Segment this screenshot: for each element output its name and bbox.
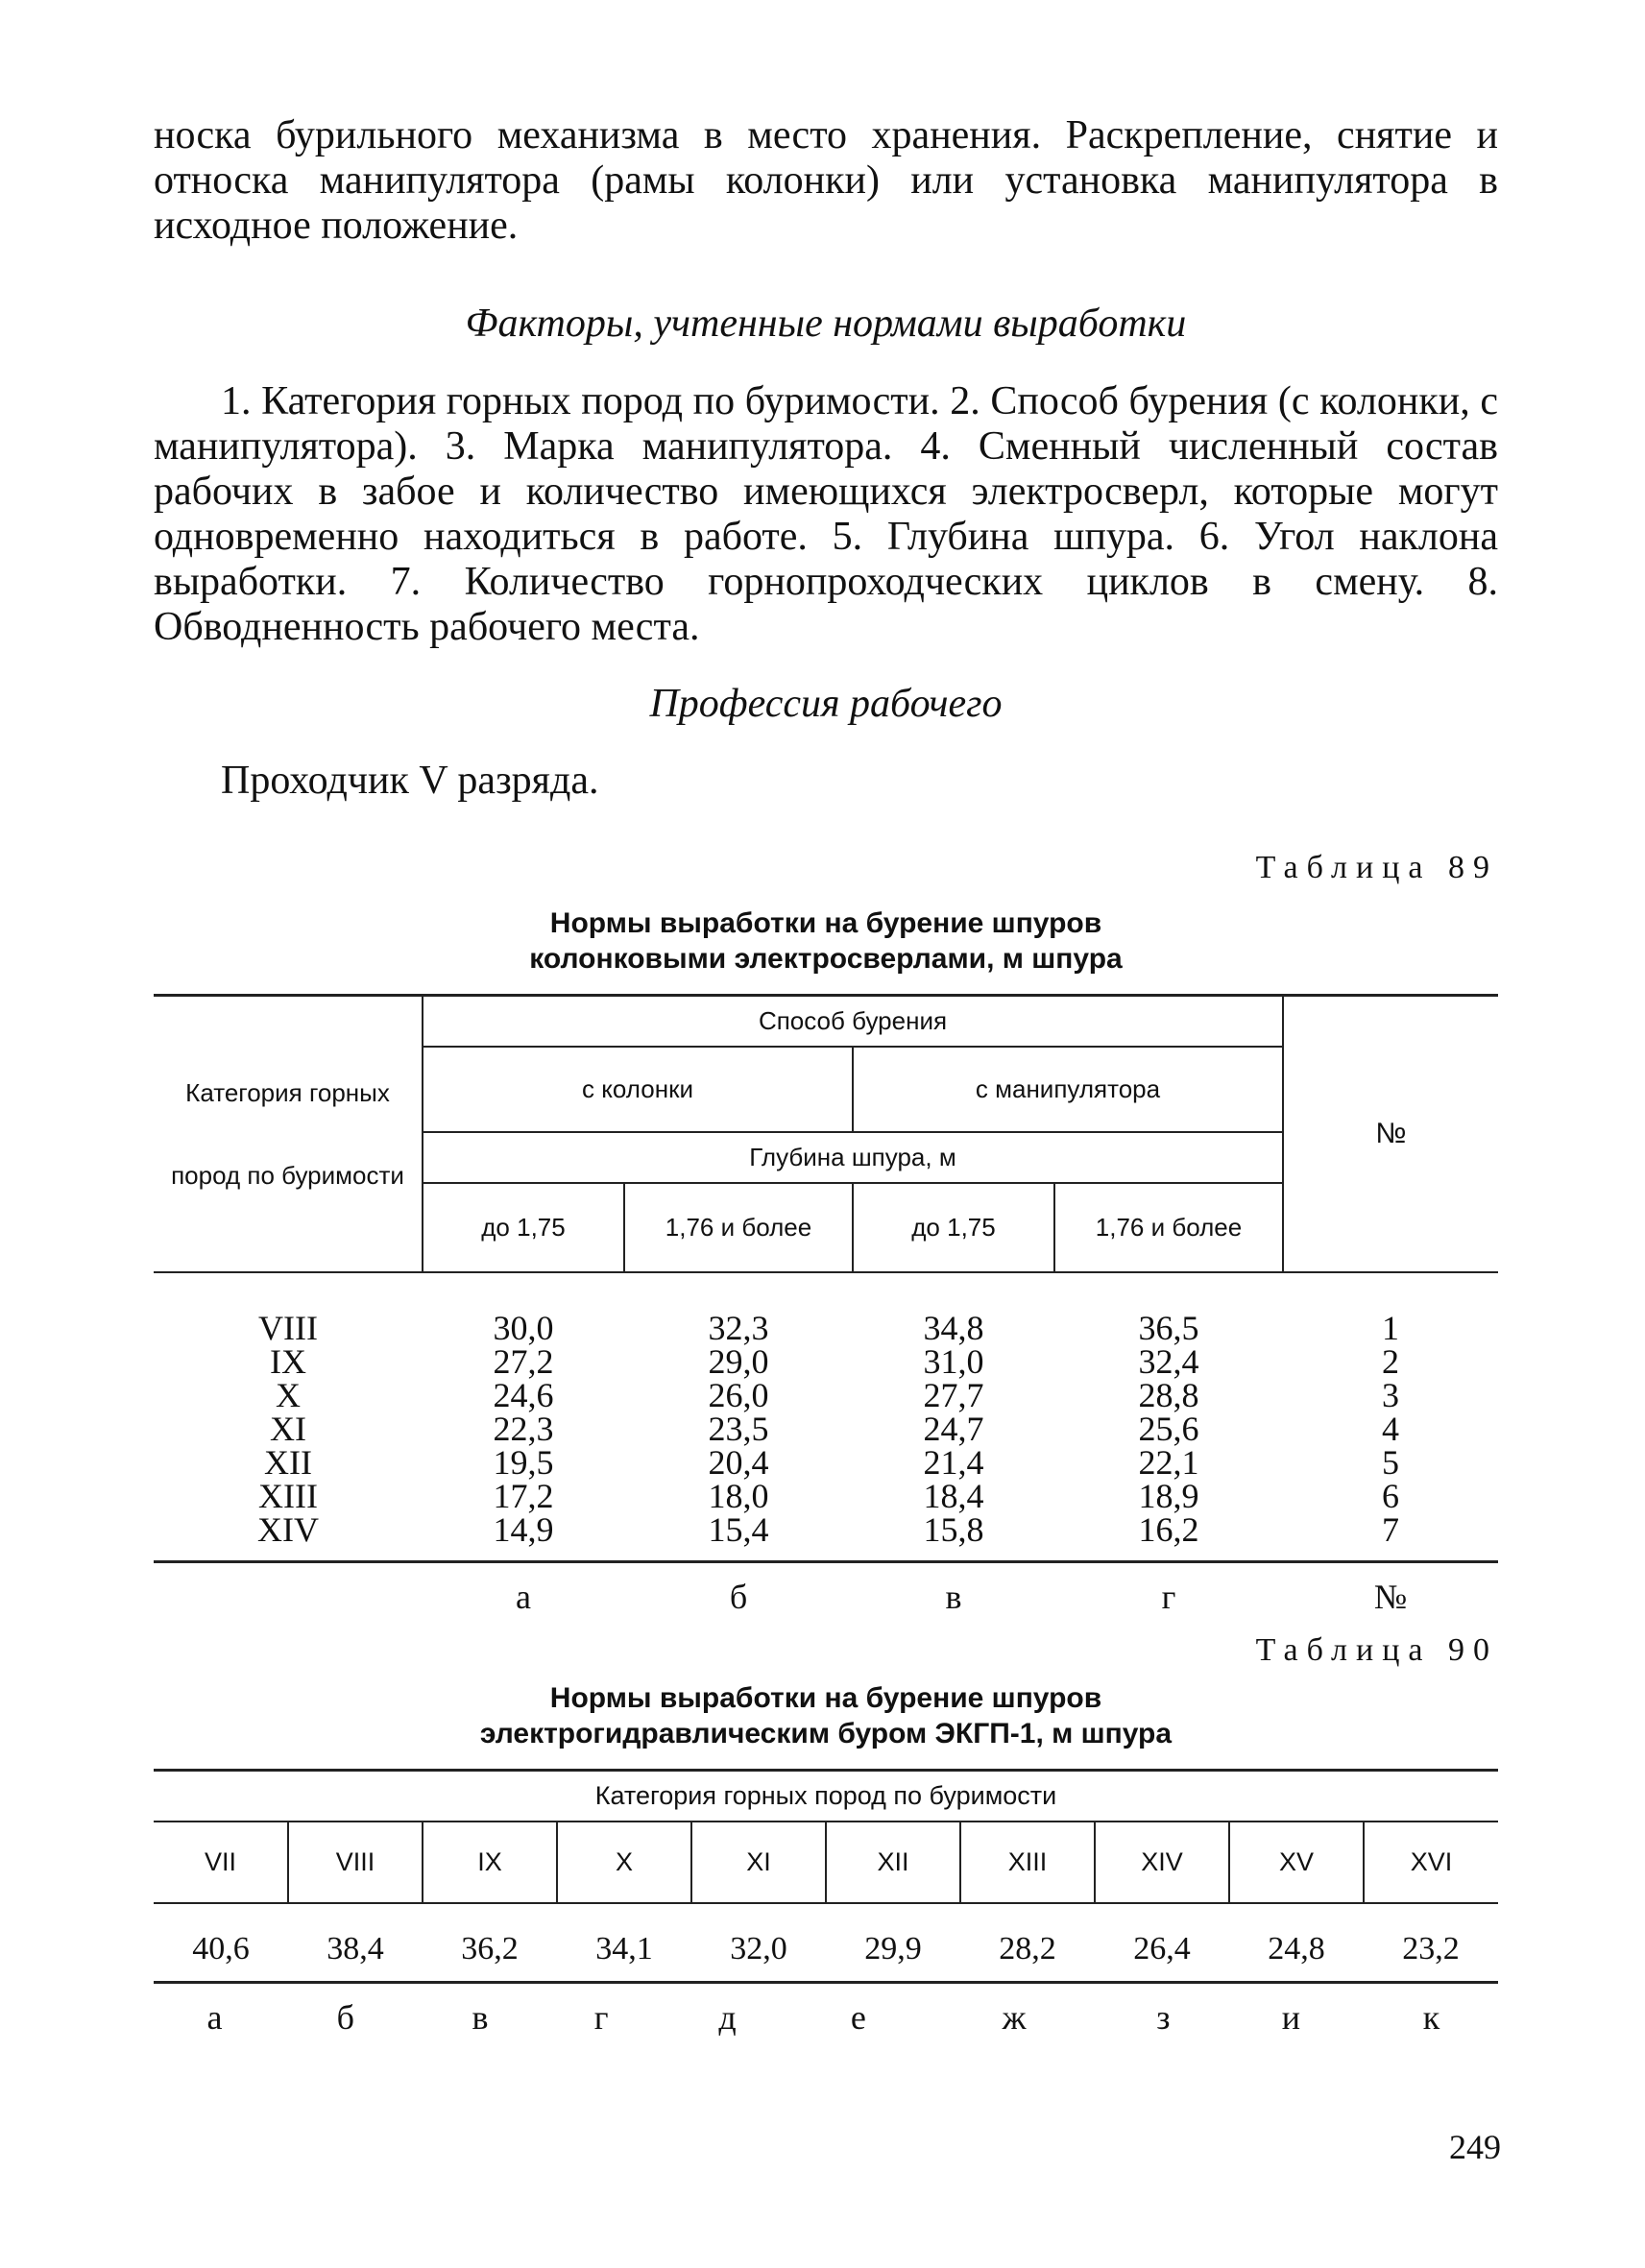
table90-cat-header: VII [154,1822,288,1903]
table-row [154,1446,1498,1480]
table89-cell-b: 29,0 [708,1342,769,1381]
page-content [154,113,1498,2045]
table89-cell-g: 28,8 [1138,1376,1199,1414]
table89-cell-a: 19,5 [493,1443,554,1482]
table89-cell-b: 20,4 [708,1443,769,1482]
table89-cell-g: 16,2 [1138,1510,1199,1549]
table90-value: 24,8 [1268,1931,1325,1966]
table89-cell-b: 26,0 [708,1376,769,1414]
table90-value: 32,0 [730,1931,787,1966]
table89-cell-v: 24,7 [923,1410,984,1448]
table89-cell-num: 5 [1382,1443,1399,1482]
table90-value: 36,2 [461,1931,519,1966]
table89-title [154,905,1498,977]
table90-cat-header: VIII [288,1822,423,1903]
intro-paragraph: носка бурильного механизма в место хранения. Раскрепление, снятие и относка манипулятора (рамы колонки) или установка манипулятора в исходное положение. [154,113,1498,248]
table89-cell-category: XIII [258,1477,318,1515]
table89-cell-g: 22,1 [1138,1443,1199,1482]
table89-cell-num: 7 [1382,1510,1399,1549]
table-row [154,1412,1498,1446]
table89-cell-b: 15,4 [708,1510,769,1549]
table90-cat-header: XI [691,1822,826,1903]
table90-letter: а [206,1998,223,2037]
table90-letter: е [850,1998,866,2037]
table89-cell-num: 2 [1382,1342,1399,1381]
table89-cell-num: 6 [1382,1477,1399,1515]
table90-value: 29,9 [864,1931,922,1966]
table89-letter-empty [154,1569,423,1625]
table90-letter: и [1281,1998,1301,2037]
table89-letter-a: а [516,1578,531,1616]
table90-title-line1: Нормы выработки на бурение шпуров [549,1682,1102,1714]
table89-title-line2: колонковыми электросверлами, м шпура [529,943,1123,975]
table90-cat-header: X [557,1822,691,1903]
table90-letter: к [1422,1998,1440,2037]
table89-cell-a: 17,2 [493,1477,554,1515]
table89-cell-num: 1 [1382,1309,1399,1347]
table90-value: 28,2 [999,1931,1056,1966]
table89-depth-header: Глубина шпура, м [423,1132,1283,1183]
table89-cell-category: XI [270,1410,306,1448]
table90-letter: г [593,1998,609,2037]
table89-cell-num: 3 [1382,1376,1399,1414]
table89-cell-b: 32,3 [708,1309,769,1347]
table89-method-header: Способ бурения [423,996,1283,1048]
table89-cell-b: 18,0 [708,1477,769,1515]
factors-paragraph: 1. Категория горных пород по буримости. 2. Способ бурения (с колонки, с манипулятора). 3. Марка манипулятора. 4. Сменный численный состав рабочих в забое и количество имеющихся электросверл, которые могут одновременно находиться в работе. 5. Глубина шпура. 6. Угол наклона выработки. 7. Количество горнопроходческих циклов в смену. 8. Обводненность рабочего места. [154,379,1498,649]
table89-num-header: № [1283,996,1498,1273]
table89-cell-a: 14,9 [493,1510,554,1549]
table89-upto-header-a: до 1,75 [423,1183,624,1272]
table89-cell-v: 34,8 [923,1309,984,1347]
table90-letter: в [472,1998,489,2037]
table89-upto-header-v: до 1,75 [853,1183,1054,1272]
table89-cell-v: 15,8 [923,1510,984,1549]
table90-column-letters [154,1990,1498,2045]
table89-cell-g: 32,4 [1138,1342,1199,1381]
table90-value: 23,2 [1402,1931,1460,1966]
table90-cat-header: XII [826,1822,960,1903]
table89-column-header: с колонки [423,1047,853,1132]
table89-manipulator-header: с манипулятора [853,1047,1283,1132]
table90-letter: б [336,1998,354,2037]
table89-category-header [154,996,423,1273]
table-row [154,1903,1498,1983]
table90-value: 34,1 [595,1931,653,1966]
table90-cat-header: XIII [960,1822,1095,1903]
table89-category-line1: Категория горных [185,1078,390,1107]
table-row [154,1345,1498,1379]
table89-cell-v: 27,7 [923,1376,984,1414]
table90-label: Таблица 90 [1255,1632,1498,1668]
table89-cell-num: 4 [1382,1410,1399,1448]
factors-heading: Факторы, учтенные нормами выработки [465,302,1187,346]
profession-text: Проходчик V разряда. [221,759,599,803]
table89-cell-category: XII [264,1443,312,1482]
table89-cell-g: 36,5 [1138,1309,1199,1347]
table89-cell-category: XIV [257,1510,319,1549]
table89-letter-v: в [945,1578,962,1616]
table89-over-header-g: 1,76 и более [1054,1183,1283,1272]
table-row [154,1480,1498,1513]
table90-title [154,1680,1498,1751]
table90-value: 40,6 [192,1931,250,1966]
table90-letter: ж [1002,1998,1027,2037]
table89-letter-g: г [1161,1578,1176,1616]
table89-cell-v: 21,4 [923,1443,984,1482]
table89-cell-g: 25,6 [1138,1410,1199,1448]
table89-cell-a: 27,2 [493,1342,554,1381]
table89-cell-category: X [276,1376,301,1414]
table90-value: 38,4 [327,1931,384,1966]
table89-cell-b: 23,5 [708,1410,769,1448]
table89-cell-a: 22,3 [493,1410,554,1448]
table90-cat-header: XVI [1364,1822,1498,1903]
table89-letter-num: № [1373,1578,1408,1616]
table89-cell-v: 31,0 [923,1342,984,1381]
table-row [154,1272,1498,1345]
table90-cat-header: XIV [1095,1822,1229,1903]
table89 [154,994,1498,1563]
table90-letter: з [1156,1998,1171,2037]
table89-cell-category: IX [270,1342,306,1381]
table90-cat-header: XV [1229,1822,1364,1903]
table90-title-line2: электрогидравлическим буром ЭКГП-1, м шпура [479,1718,1173,1749]
table90-category-header: Категория горных пород по буримости [154,1771,1498,1822]
table-row [154,1379,1498,1412]
table89-cell-category: VIII [258,1309,318,1347]
table89-over-header-b: 1,76 и более [624,1183,853,1272]
table-row [154,1513,1498,1562]
table89-cell-a: 30,0 [493,1309,554,1347]
table90-value: 26,4 [1133,1931,1191,1966]
table89-cell-a: 24,6 [493,1376,554,1414]
table89-title-line1: Нормы выработки на бурение шпуров [549,907,1102,939]
table89-cell-g: 18,9 [1138,1477,1199,1515]
table90-letter: д [718,1998,737,2037]
table90-cat-header: IX [423,1822,557,1903]
table89-column-letters [154,1569,1498,1625]
profession-heading: Профессия рабочего [649,682,1003,726]
page-number: 249 [1449,2128,1501,2166]
table89-cell-v: 18,4 [923,1477,984,1515]
table89-letter-b: б [729,1578,748,1616]
table90 [154,1769,1498,1984]
table89-category-line2: пород по буримости [171,1161,404,1190]
table89-label: Таблица 89 [1255,850,1498,885]
